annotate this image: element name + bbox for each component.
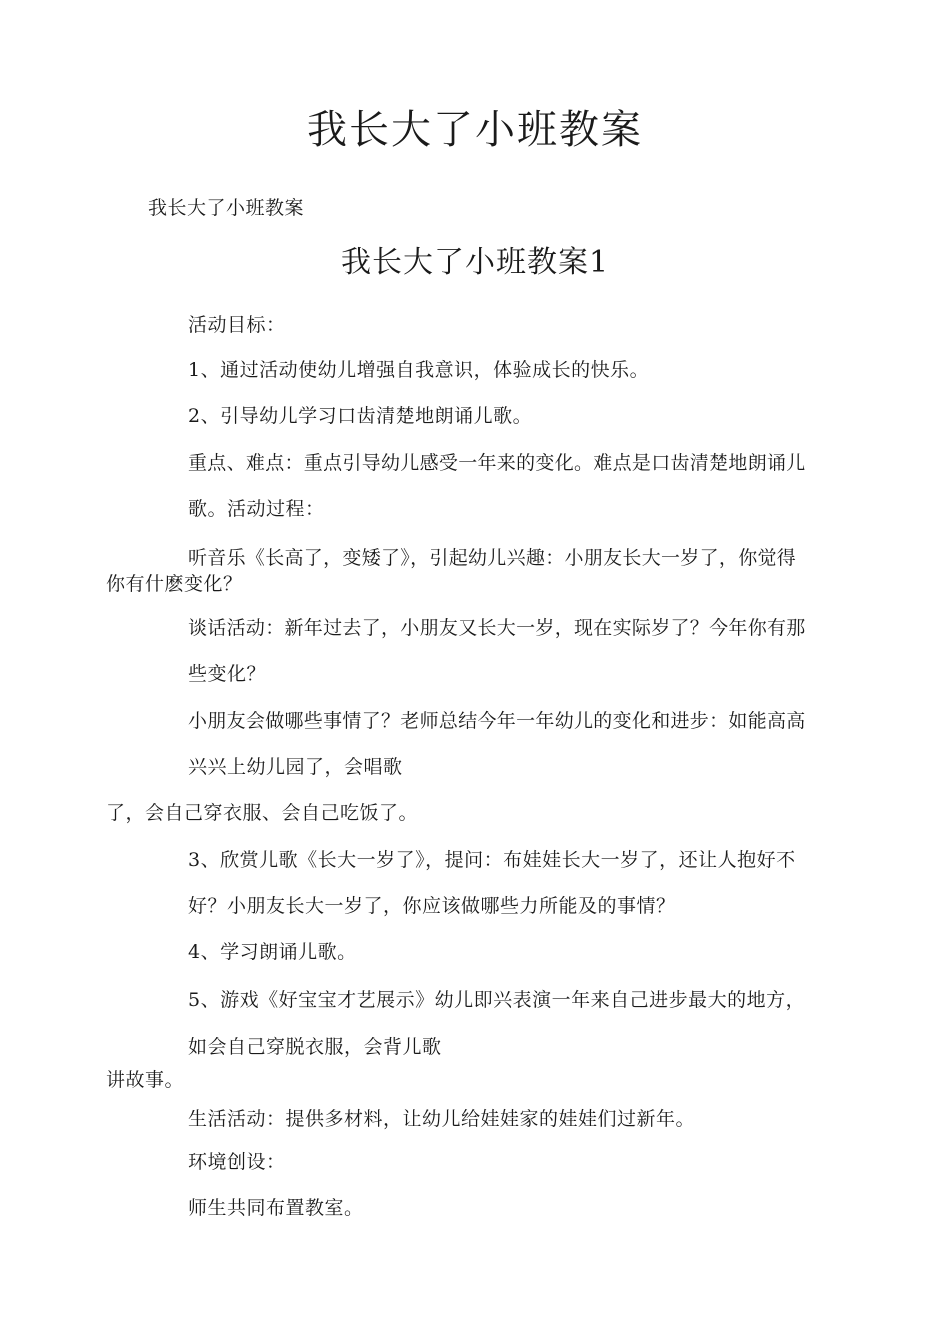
text-line: 兴兴上幼儿园了，会唱歌 [188,756,403,778]
text-line: 好？小朋友长大一岁了，你应该做哪些力所能及的事情？ [188,895,676,917]
intro-line: 我长大了小班教案 [148,197,305,219]
text-line: 小朋友会做哪些事情了？老师总结今年一年幼儿的变化和进步：如能高高 [188,710,806,732]
text-line: 3、欣赏儿歌《长大一岁了》，提问：布娃娃长大一岁了，还让人抱好不 [188,849,796,871]
text-line: 了，会自己穿衣服、会自己吃饭了。 [106,802,419,824]
text-line: 2、引导幼儿学习口齿清楚地朗诵儿歌。 [188,405,533,427]
section-title: 我长大了小班教案1 [340,245,610,280]
text-line: 如会自己穿脱衣服，会背儿歌 [188,1036,442,1058]
text-line: 5、游戏《好宝宝才艺展示》幼儿即兴表演一年来自己进步最大的地方， [188,989,806,1011]
document-title: 我长大了小班教案 [307,107,643,153]
text-line: 生活活动：提供多材料，让幼儿给娃娃家的娃娃们过新年。 [188,1108,696,1130]
text-line: 谈话活动：新年过去了，小朋友又长大一岁，现在实际岁了？今年你有那 [188,617,806,639]
text-line: 讲故事。 [106,1069,185,1091]
text-line: 你有什麽变化？ [106,573,243,595]
text-line: 重点、难点：重点引导幼儿感受一年来的变化。难点是口齿清楚地朗诵儿 [188,452,806,474]
text-line: 师生共同布置教室。 [188,1197,364,1219]
text-line: 歌。活动过程： [188,498,325,520]
text-line: 环境创设： [188,1151,286,1173]
text-line: 4、学习朗诵儿歌。 [188,941,357,963]
text-line: 些变化？ [188,663,267,685]
text-line: 听音乐《长高了，变矮了》，引起幼儿兴趣：小朋友长大一岁了，你觉得 [188,547,797,569]
text-line: 1、通过活动使幼儿增强自我意识，体验成长的快乐。 [188,359,650,381]
text-line: 活动目标： [188,314,286,336]
